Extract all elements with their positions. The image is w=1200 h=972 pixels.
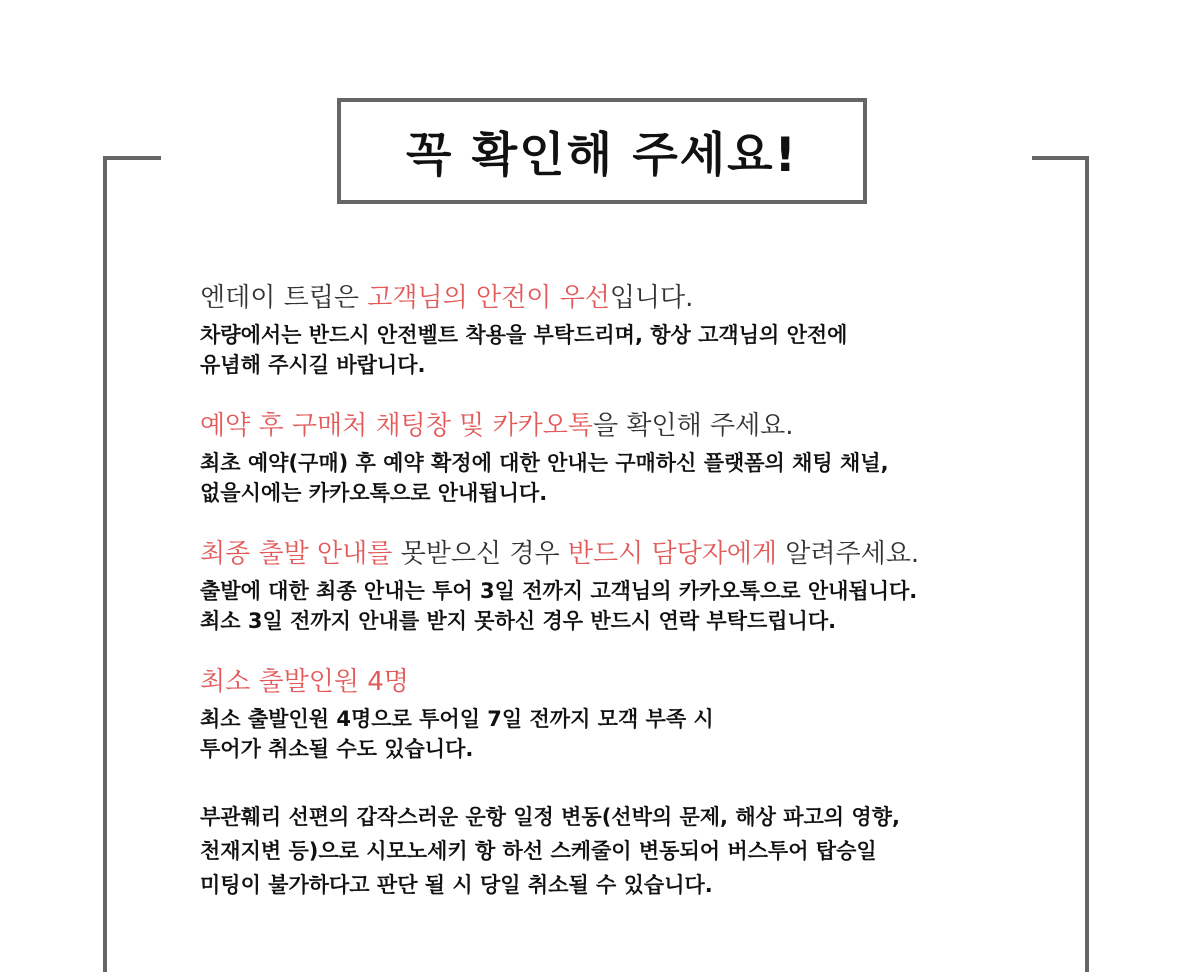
frame-right-border (1085, 156, 1089, 972)
section-heading (200, 536, 1060, 572)
body-line: 최소 3일 전까지 안내를 받지 못하신 경우 반드시 연락 부탁드립니다. (200, 609, 837, 633)
body-line: 부관훼리 선편의 갑작스러운 운항 일정 변동(선박의 문제, 해상 파고의 영향, (200, 805, 900, 829)
section-heading (200, 408, 1060, 444)
heading-text: 못받으신 경우 (392, 539, 568, 569)
frame-top-right-border (1032, 156, 1089, 160)
heading-highlight: 최종 출발 안내를 (200, 539, 393, 569)
heading-text: 알려주세요. (777, 539, 920, 569)
section-heading (200, 664, 1060, 700)
notice-content (200, 280, 1060, 930)
body-line: 출발에 대한 최종 안내는 투어 3일 전까지 고객님의 카카오톡으로 안내됩니다. (200, 579, 918, 603)
heading-highlight: 반드시 담당자에게 (567, 539, 778, 569)
section-departure-notice (200, 536, 1060, 636)
section-ferry-notice (200, 800, 1060, 902)
frame-top-left-border (103, 156, 161, 160)
body-line: 천재지변 등)으로 시모노세키 항 하선 스케줄이 변동되어 버스투어 탑승일 (200, 839, 877, 863)
body-line: 없을시에는 카카오톡으로 안내됩니다. (200, 481, 548, 505)
section-reservation (200, 408, 1060, 508)
section-minimum-people (200, 664, 1060, 764)
heading-highlight: 예약 후 구매처 채팅창 및 카카오톡 (200, 411, 593, 441)
body-line: 차량에서는 반드시 안전벨트 착용을 부탁드리며, 항상 고객님의 안전에 (200, 323, 848, 347)
body-line: 최초 예약(구매) 후 예약 확정에 대한 안내는 구매하신 플랫폼의 채팅 채널, (200, 451, 889, 475)
title-box (337, 98, 867, 204)
body-line: 유념해 주시길 바랍니다. (200, 353, 426, 377)
section-safety (200, 280, 1060, 380)
body-line: 투어가 취소될 수도 있습니다. (200, 737, 474, 761)
page-title: 꼭 확인해 주세요! (406, 127, 798, 183)
heading-text: 엔데이 트립은 (200, 283, 368, 313)
section-heading (200, 280, 1060, 316)
frame-left-border (103, 156, 107, 972)
heading-text: 입니다. (609, 283, 694, 313)
heading-highlight: 최소 출발인원 4명 (200, 667, 409, 697)
body-line: 최소 출발인원 4명으로 투어일 7일 전까지 모객 부족 시 (200, 707, 714, 731)
heading-highlight: 고객님의 안전이 우선 (367, 283, 610, 313)
body-line: 미팅이 불가하다고 판단 될 시 당일 취소될 수 있습니다. (200, 873, 713, 897)
heading-text: 을 확인해 주세요. (592, 411, 794, 441)
